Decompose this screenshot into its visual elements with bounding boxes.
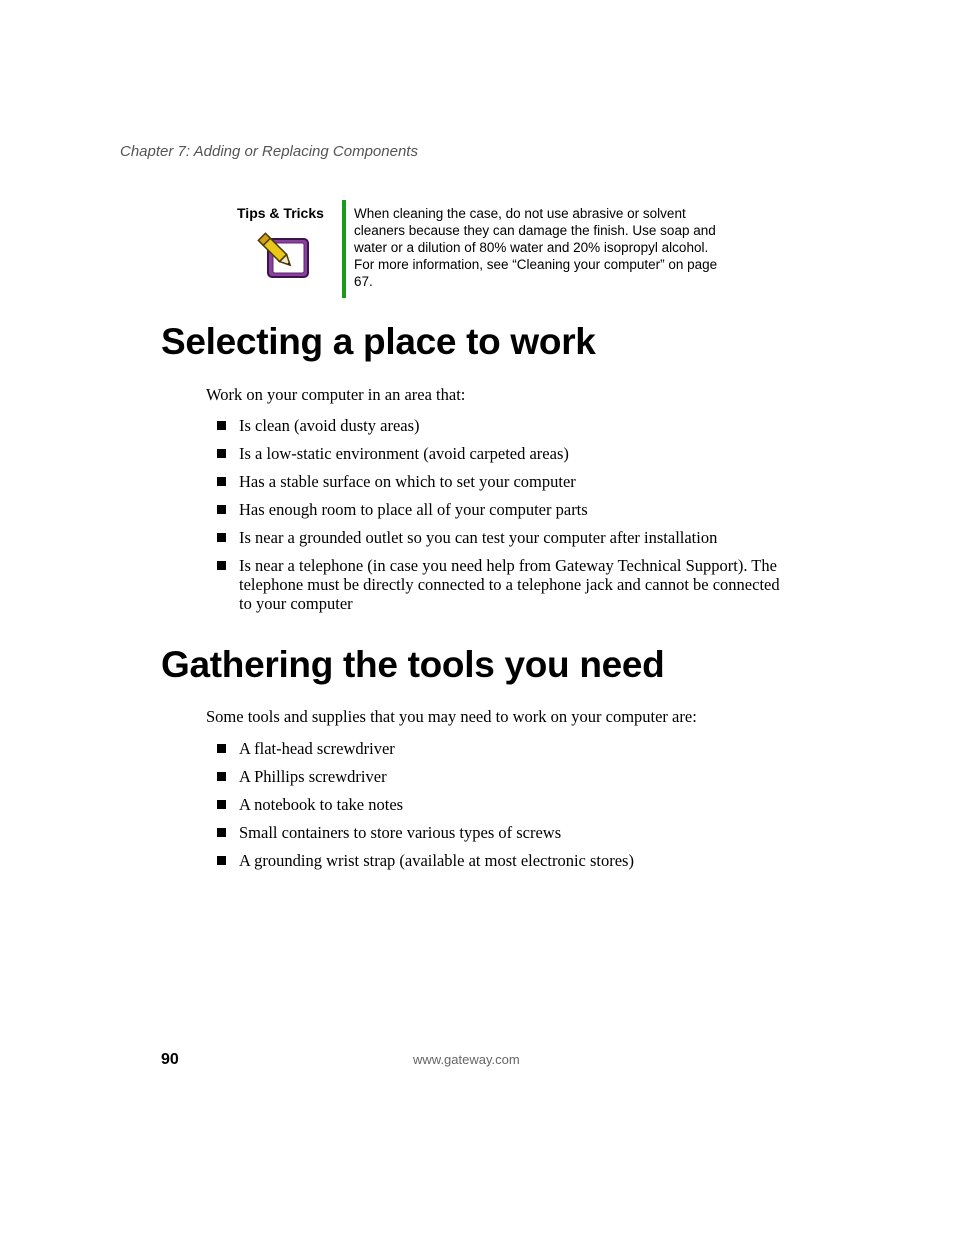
section-heading-workplace: Selecting a place to work [161, 321, 596, 362]
tips-divider-bar [342, 200, 346, 298]
list-item: Is a low-static environment (avoid carpeted areas) [216, 444, 791, 463]
section-intro-tools: Some tools and supplies that you may need to work on your computer are: [206, 707, 697, 726]
list-item: Is clean (avoid dusty areas) [216, 416, 791, 435]
workplace-list [216, 416, 791, 622]
section-heading-tools: Gathering the tools you need [161, 644, 665, 685]
pencil-notepad-icon [250, 227, 312, 281]
list-item: Is near a grounded outlet so you can test your computer after installation [216, 528, 791, 547]
list-item: A grounding wrist strap (available at most electronic stores) [216, 851, 791, 870]
list-item: A flat-head screwdriver [216, 739, 791, 758]
list-item: A notebook to take notes [216, 795, 791, 814]
list-item: Small containers to store various types of screws [216, 823, 791, 842]
list-item: Has enough room to place all of your computer parts [216, 500, 791, 519]
list-item: Is near a telephone (in case you need help from Gateway Technical Support). The telephone must be directly connected to a telephone jack and cannot be connected to your computer [216, 556, 791, 613]
chapter-header: Chapter 7: Adding or Replacing Components [120, 143, 418, 160]
tips-label: Tips & Tricks [237, 205, 324, 221]
tips-text: When cleaning the case, do not use abrasive or solvent cleaners because they can damage the finish. Use soap and water or a dilution of 80% water and 20% isopropyl alcohol. For more information, see “Cleaning your computer” on page 67. [354, 206, 718, 289]
list-item: A Phillips screwdriver [216, 767, 791, 786]
section-intro-workplace: Work on your computer in an area that: [206, 385, 466, 404]
footer-url[interactable]: www.gateway.com [413, 1052, 520, 1067]
tools-list [216, 739, 791, 879]
list-item: Has a stable surface on which to set your computer [216, 472, 791, 491]
page-number: 90 [161, 1051, 179, 1068]
